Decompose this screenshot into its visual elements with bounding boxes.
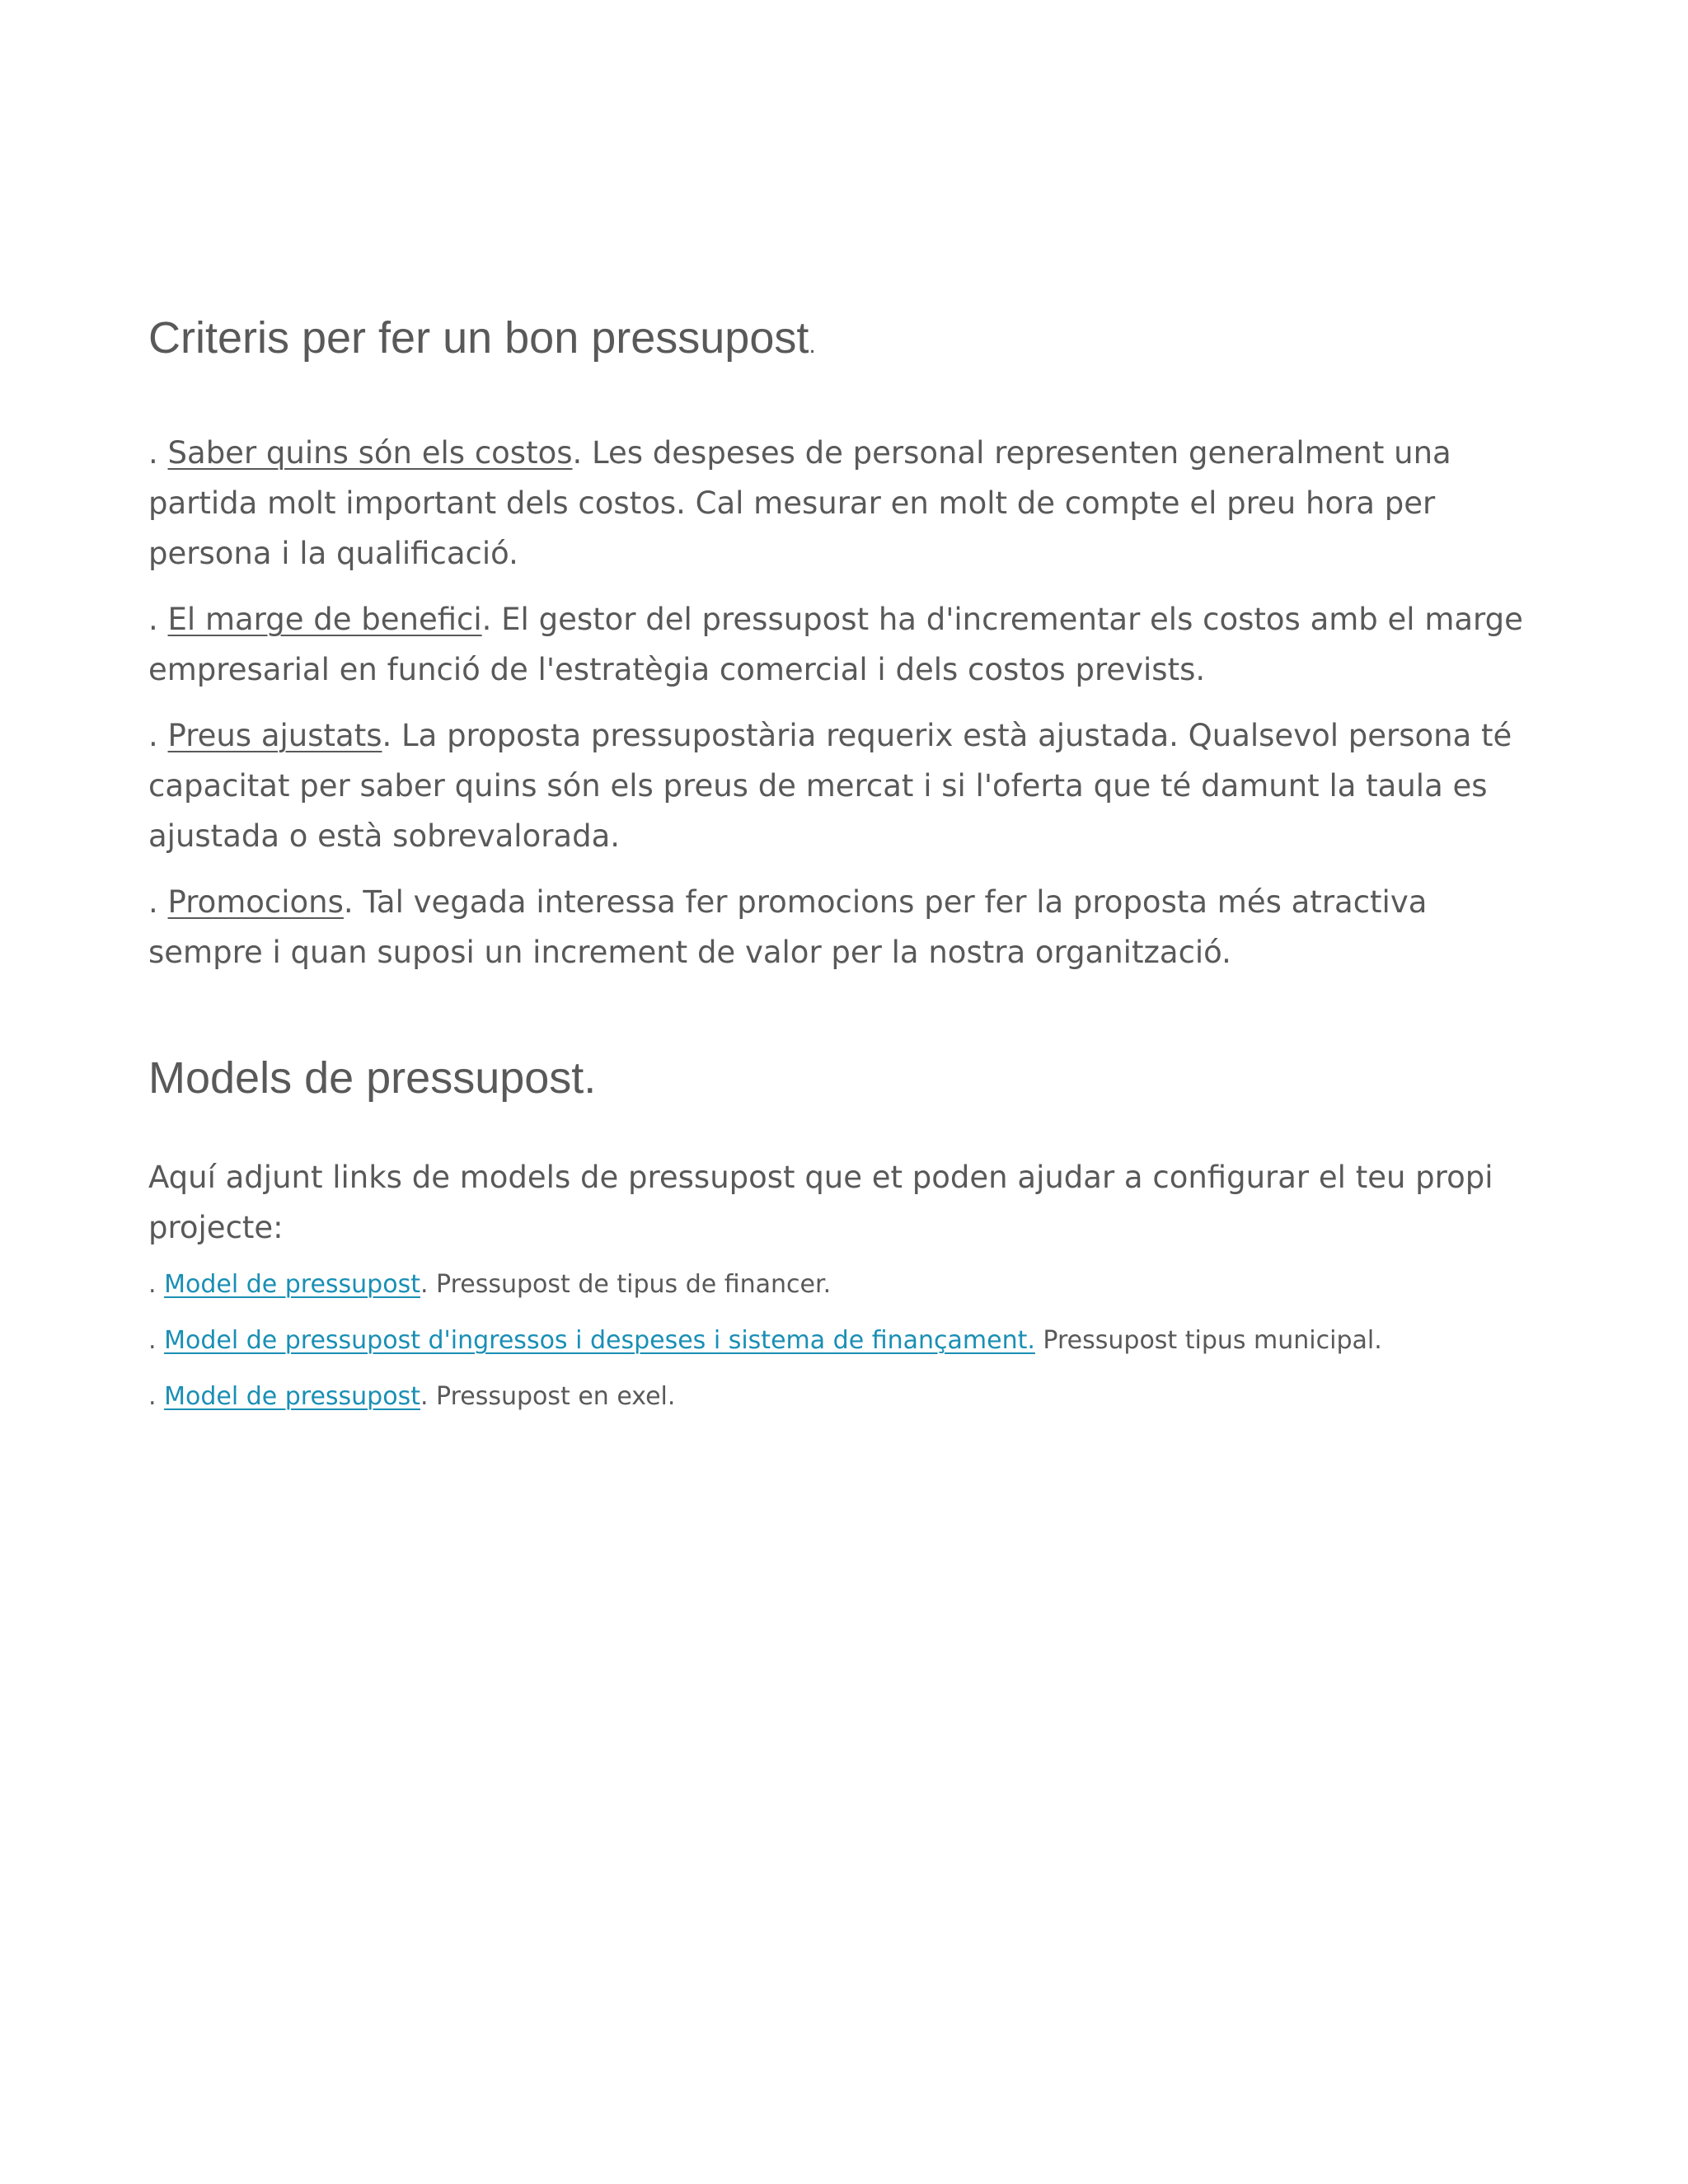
- section-title-criteris-text: Criteris per fer un bon pressupost: [148, 313, 809, 363]
- model-item: [148, 1322, 1550, 1360]
- criterion-preus: [148, 710, 1550, 861]
- criterion-text: . El gestor del pressupost ha d'incrementar els costos amb el marge empresarial en funció de l'estratègia comercial i dels costos prevists.: [148, 602, 1523, 687]
- criteria-list: [148, 428, 1550, 977]
- section-title-criteris-dot: .: [809, 331, 816, 359]
- model-link-pressupost-municipal[interactable]: Model de pressupost d'ingressos i despeses i sistema de finançament.: [164, 1326, 1035, 1355]
- model-item: [148, 1266, 1550, 1304]
- criterion-bullet: .: [148, 602, 168, 637]
- model-bullet: .: [148, 1270, 165, 1299]
- criterion-bullet: .: [148, 718, 168, 753]
- criterion-costos: [148, 428, 1550, 579]
- section-title-criteris: [148, 305, 1550, 378]
- model-bullet: .: [148, 1382, 165, 1411]
- model-link-pressupost-financer[interactable]: Model de pressupost: [164, 1270, 420, 1299]
- criterion-marge: [148, 594, 1550, 695]
- criterion-bullet: .: [148, 884, 168, 920]
- criterion-bullet: .: [148, 435, 168, 471]
- model-description: Pressupost tipus municipal.: [1034, 1326, 1382, 1355]
- criterion-term: El marge de benefici: [167, 602, 482, 637]
- models-list: [148, 1266, 1550, 1416]
- model-description: . Pressupost en exel.: [420, 1382, 676, 1411]
- criterion-text: . La proposta pressupostària requerix està ajustada. Qualsevol persona té capacitat per saber quins són els preus de mercat i si l'oferta que té damunt la taula es ajustada o està sobrevalorada.: [148, 718, 1512, 854]
- criterion-term: Saber quins són els costos: [167, 435, 573, 471]
- model-link-pressupost-excel[interactable]: Model de pressupost: [164, 1382, 420, 1411]
- model-description: . Pressupost de tipus de financer.: [420, 1270, 832, 1299]
- section-title-models: Models de pressupost.: [148, 1053, 597, 1103]
- criterion-promocions: [148, 877, 1550, 977]
- criterion-text: . Les despeses de personal representen generalment una partida molt important dels costos. Cal mesurar en molt de compte el preu hora per persona i la qualificació.: [148, 435, 1451, 571]
- models-intro: Aquí adjunt links de models de pressupost que et poden ajudar a configurar el teu propi projecte:: [148, 1160, 1493, 1245]
- criterion-text: . Tal vegada interessa fer promocions per fer la proposta més atractiva sempre i quan suposi un increment de valor per la nostra organització.: [148, 884, 1428, 970]
- model-item: [148, 1378, 1550, 1416]
- document-content: [148, 305, 1550, 1434]
- model-bullet: .: [148, 1326, 165, 1355]
- criterion-term: Preus ajustats: [167, 718, 382, 753]
- criterion-term: Promocions: [167, 884, 344, 920]
